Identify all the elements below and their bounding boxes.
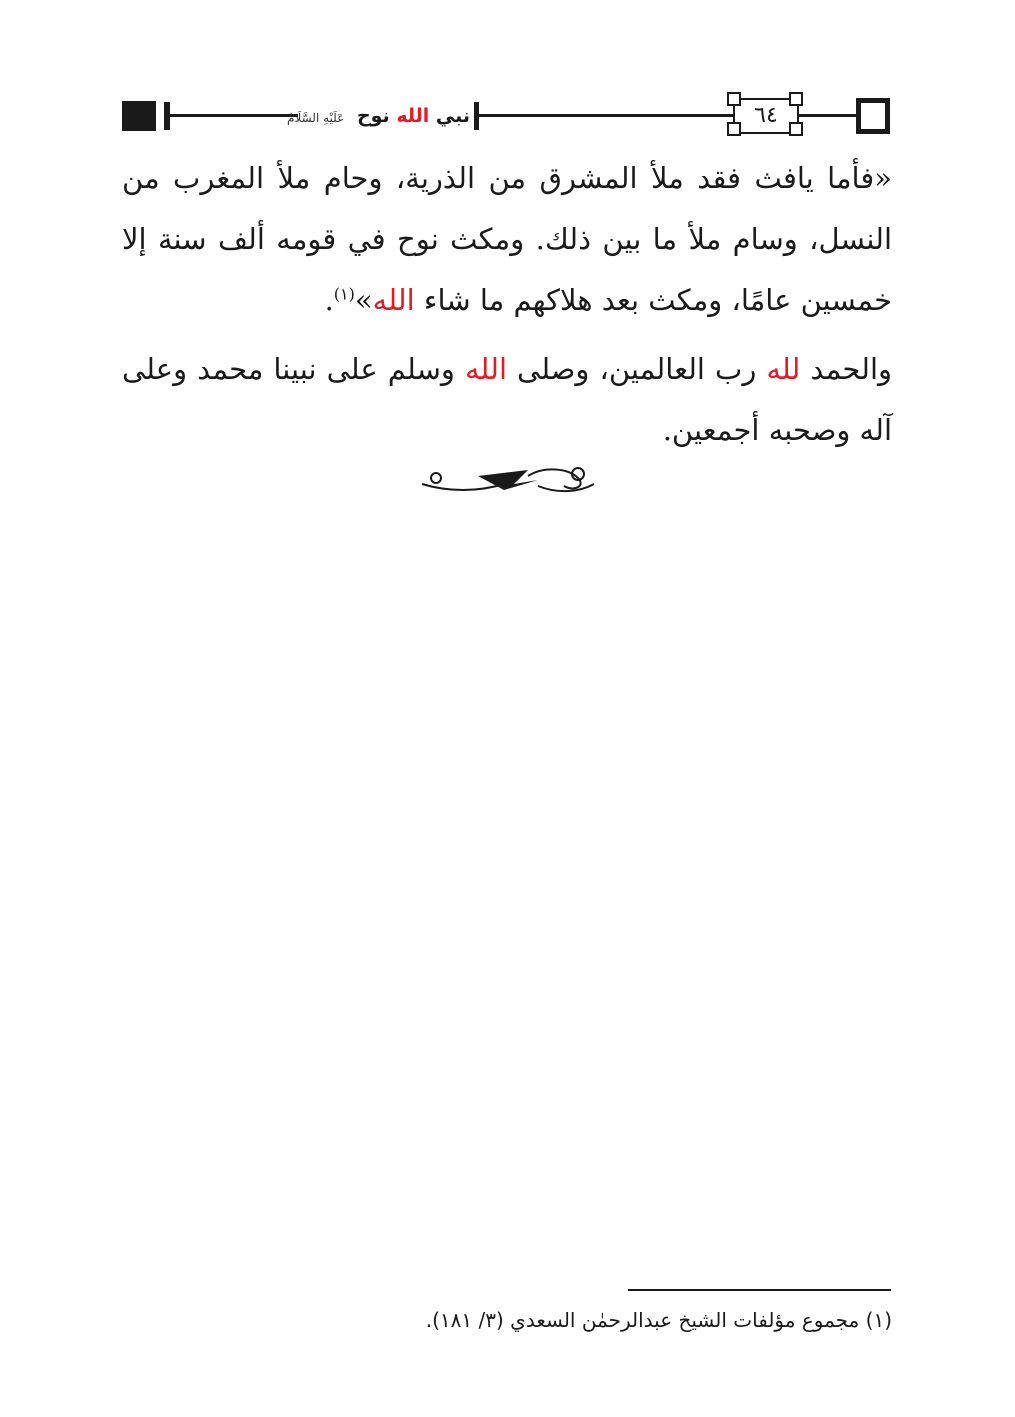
header-rule-right bbox=[820, 114, 856, 117]
closing-text-start: والحمد bbox=[800, 352, 893, 386]
footnote-reference[interactable]: (١) bbox=[333, 284, 355, 304]
title-word-allah: الله bbox=[396, 105, 430, 127]
paragraph-closing bbox=[122, 339, 892, 461]
footnote: (١) مجموع مؤلفات الشيخ عبدالرحمٰن السعدي (٣/ ١٨١). bbox=[425, 1308, 892, 1332]
page-number: ٦٤ bbox=[754, 103, 778, 128]
honorific-mark: عَلَيْهِ السَّلَامُ bbox=[287, 111, 345, 125]
section-end-ornament bbox=[418, 462, 598, 498]
quote-close-mark: » bbox=[354, 283, 373, 317]
page-number-frame bbox=[717, 92, 817, 140]
closing-word-lillah: لله bbox=[766, 352, 801, 386]
quote-word-allah: الله bbox=[372, 283, 415, 317]
closing-text-end: وسلم على نبينا محمد وعلى آله وصحبه أجمعين. bbox=[122, 352, 892, 447]
closing-word-allah: الله bbox=[464, 352, 507, 386]
running-title bbox=[287, 100, 470, 132]
page-header bbox=[122, 92, 892, 140]
title-word-prophet: نبي bbox=[435, 105, 470, 127]
closing-text-middle: رب العالمين، وصلى bbox=[507, 352, 767, 386]
paragraph-quote bbox=[122, 148, 892, 331]
page-body bbox=[122, 148, 892, 461]
header-block-ornament bbox=[122, 101, 156, 131]
header-rule-left bbox=[168, 114, 298, 117]
footnote-separator bbox=[628, 1289, 891, 1291]
title-word-noah: نوح bbox=[356, 105, 390, 127]
quote-period: . bbox=[324, 283, 334, 317]
quote-text: «فأما يافث فقد ملأ المشرق من الذرية، وحام ملأ المغرب من النسل، وسام ملأ ما بين ذلك. ومكث نوح في قومه ألف سنة إلا خمسين عامًا، ومكث بعد هلاكهم ما شاء bbox=[122, 161, 892, 317]
header-square-ornament bbox=[856, 98, 890, 134]
